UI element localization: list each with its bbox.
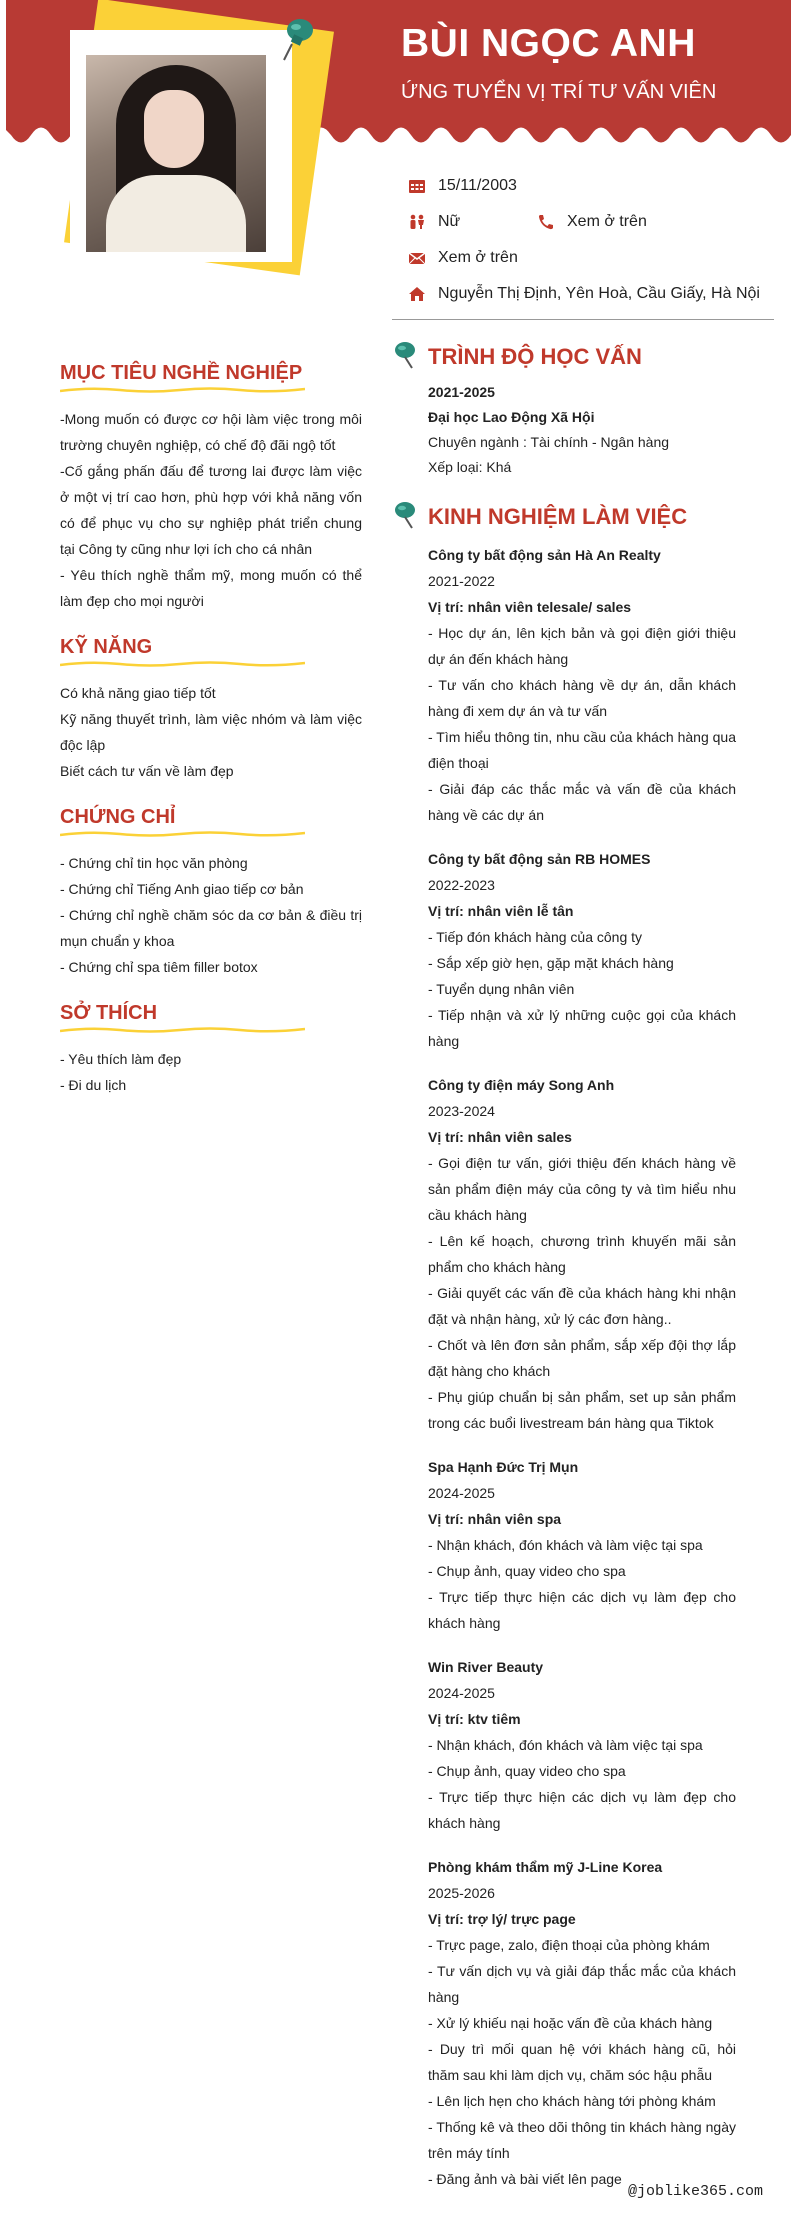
education-school: Đại học Lao Động Xã Hội [428, 409, 595, 425]
skill-line: Kỹ năng thuyết trình, làm việc nhóm và làm việc độc lập [60, 711, 362, 753]
job-entry [428, 846, 736, 1054]
certificates-underline [60, 830, 305, 838]
certificate-line: - Chứng chỉ Tiếng Anh giao tiếp cơ bản [60, 881, 304, 897]
job-duty: - Trực tiếp thực hiện các dịch vụ làm đẹp cho khách hàng [428, 1789, 736, 1831]
job-duty: - Trực page, zalo, điện thoại của phòng khám [428, 1937, 710, 1953]
birthdate-text: 15/11/2003 [438, 177, 517, 194]
certificate-line: - Chứng chỉ nghề chăm sóc da cơ bản & điều trị mụn chuẩn y khoa [60, 907, 362, 949]
home-icon [408, 286, 426, 302]
job-duty: - Lên kế hoạch, chương trình khuyến mãi sản phẩm cho khách hàng [428, 1233, 736, 1275]
hobby-line: - Đi du lịch [60, 1077, 127, 1093]
job-duty: - Đăng ảnh và bài viết lên page [428, 2171, 622, 2187]
job-duty: - Học dự án, lên kịch bản và gọi điện giới thiệu dự án đến khách hàng [428, 625, 736, 667]
job-duty: - Tìm hiểu thông tin, nhu cầu của khách hàng qua điện thoại [428, 729, 736, 771]
objective-line: -Mong muốn có được cơ hội làm việc trong môi trường chuyên nghiệp, có chế độ đãi ngộ tốt [60, 411, 362, 453]
experience-list [428, 542, 736, 2192]
job-role: Vị trí: ktv tiêm [428, 1711, 521, 1727]
applied-position: ỨNG TUYỂN VỊ TRÍ TƯ VẤN VIÊN [401, 81, 717, 103]
phone-icon [537, 214, 555, 230]
job-entry [428, 1072, 736, 1436]
job-duty: - Duy trì mối quan hệ với khách hàng cũ, hỏi thăm sau khi làm dịch vụ, chăm sóc hậu phẫu [428, 2041, 736, 2083]
job-company: Spa Hạnh Đức Trị Mụn [428, 1459, 579, 1475]
hobby-line: - Yêu thích làm đẹp [60, 1051, 182, 1067]
objective-text [60, 406, 362, 614]
objective-title: MỤC TIÊU NGHỀ NGHIỆP [60, 362, 303, 384]
job-duty: - Nhận khách, đón khách và làm việc tại spa [428, 1737, 703, 1753]
job-duty: - Giải đáp các thắc mắc và vấn đề của khách hàng về các dự án [428, 781, 736, 823]
job-duty: - Chụp ảnh, quay video cho spa [428, 1763, 626, 1779]
job-company: Công ty bất động sản Hà An Realty [428, 547, 661, 563]
job-entry [428, 1854, 736, 2192]
hobbies-text [60, 1046, 362, 1098]
hobbies-title: SỞ THÍCH [60, 1002, 158, 1024]
job-duty: - Tuyển dụng nhân viên [428, 981, 575, 997]
calendar-icon [408, 178, 426, 194]
job-duty: - Chốt và lên đơn sản phẩm, sắp xếp đội thợ lắp đặt hàng cho khách [428, 1337, 736, 1379]
job-role: Vị trí: nhân viên spa [428, 1511, 562, 1527]
job-role: Vị trí: nhân viên lễ tân [428, 903, 574, 919]
pushpin-icon [392, 340, 418, 370]
job-years: 2025-2026 [428, 1885, 495, 1901]
objective-line: - Yêu thích nghề thẩm mỹ, mong muốn có thể làm đẹp cho mọi người [60, 567, 362, 609]
job-duty: - Sắp xếp giờ hẹn, gặp mặt khách hàng [428, 955, 674, 971]
job-years: 2022-2023 [428, 877, 495, 893]
job-company: Win River Beauty [428, 1659, 544, 1675]
certificate-line: - Chứng chỉ tin học văn phòng [60, 855, 248, 871]
education-block [428, 380, 736, 480]
profile-photo [86, 55, 266, 252]
job-years: 2021-2022 [428, 573, 495, 589]
objective-underline [60, 386, 305, 394]
skills-text [60, 680, 362, 784]
job-years: 2024-2025 [428, 1485, 495, 1501]
job-role: Vị trí: trợ lý/ trực page [428, 1911, 576, 1927]
pushpin-icon [278, 16, 318, 64]
certificates-text [60, 850, 362, 980]
phone-text: Xem ở trên [567, 213, 647, 230]
job-duty: - Chụp ảnh, quay video cho spa [428, 1563, 626, 1579]
job-years: 2024-2025 [428, 1685, 495, 1701]
job-duty: - Thống kê và theo dõi thông tin khách hàng ngày trên máy tính [428, 2119, 736, 2161]
education-title: TRÌNH ĐỘ HỌC VẤN [428, 344, 642, 369]
job-duty: - Tiếp đón khách hàng của công ty [428, 929, 643, 945]
job-years: 2023-2024 [428, 1103, 495, 1119]
pushpin-icon [392, 500, 418, 530]
job-entry [428, 1654, 736, 1836]
job-company: Phòng khám thẩm mỹ J-Line Korea [428, 1859, 663, 1875]
job-duty: - Tư vấn dịch vụ và giải đáp thắc mắc của khách hàng [428, 1963, 736, 2005]
job-company: Công ty điện máy Song Anh [428, 1077, 615, 1093]
job-duty: - Giải quyết các vấn đề của khách hàng khi nhận đặt và nhận hàng, xử lý các đơn hàng.. [428, 1285, 736, 1327]
objective-line: -Cố gắng phấn đấu để tương lai được làm việc ở một vị trí cao hơn, phù hợp với khả năng vốn có để phục vụ cho sự nghiệp phát triển chung tại Công ty cũng như lợi ích cho cá nhân [60, 463, 362, 557]
job-duty: - Lên lịch hẹn cho khách hàng tới phòng khám [428, 2093, 716, 2109]
job-entry [428, 542, 736, 828]
job-entry [428, 1454, 736, 1636]
certificate-line: - Chứng chỉ spa tiêm filler botox [60, 959, 258, 975]
education-rank: Xếp loại: Khá [428, 459, 512, 475]
candidate-name: BÙI NGỌC ANH [401, 22, 696, 65]
skills-title: KỸ NĂNG [60, 636, 153, 658]
email-text: Xem ở trên [438, 249, 518, 266]
gender-text: Nữ [438, 213, 461, 230]
profile-photo-card [52, 10, 312, 280]
experience-title: KINH NGHIỆM LÀM VIỆC [428, 504, 688, 529]
skill-line: Biết cách tư vấn về làm đẹp [60, 763, 234, 779]
job-duty: - Nhận khách, đón khách và làm việc tại spa [428, 1537, 703, 1553]
skills-underline [60, 660, 305, 668]
certificates-title: CHỨNG CHỈ [60, 806, 176, 828]
hobbies-underline [60, 1026, 305, 1034]
job-duty: - Tư vấn cho khách hàng về dự án, dẫn khách hàng đi xem dự án và tư vấn [428, 677, 736, 719]
job-duty: - Tiếp nhận và xử lý những cuộc gọi của khách hàng [428, 1007, 736, 1049]
job-duty: - Phụ giúp chuẩn bị sản phẩm, set up sản phẩm trong các buổi livestream bán hàng qua Tiktok [428, 1389, 736, 1431]
gender-icon [408, 214, 426, 230]
watermark: @joblike365.com [628, 2183, 764, 2200]
job-company: Công ty bất động sản RB HOMES [428, 851, 651, 867]
email-icon [408, 250, 426, 266]
divider [392, 319, 774, 320]
education-years: 2021-2025 [428, 384, 495, 400]
job-duty: - Trực tiếp thực hiện các dịch vụ làm đẹp cho khách hàng [428, 1589, 736, 1631]
skill-line: Có khả năng giao tiếp tốt [60, 685, 216, 701]
education-major: Chuyên ngành : Tài chính - Ngân hàng [428, 434, 670, 450]
job-role: Vị trí: nhân viên telesale/ sales [428, 599, 632, 615]
address-text: Nguyễn Thị Định, Yên Hoà, Cầu Giấy, Hà Nội [438, 285, 760, 302]
job-duty: - Gọi điện tư vấn, giới thiệu đến khách hàng về sản phẩm điện máy của công ty và tìm hiểu nhu cầu khách hàng [428, 1155, 736, 1223]
job-duty: - Xử lý khiếu nại hoặc vấn đề của khách hàng [428, 2015, 713, 2031]
job-role: Vị trí: nhân viên sales [428, 1129, 572, 1145]
